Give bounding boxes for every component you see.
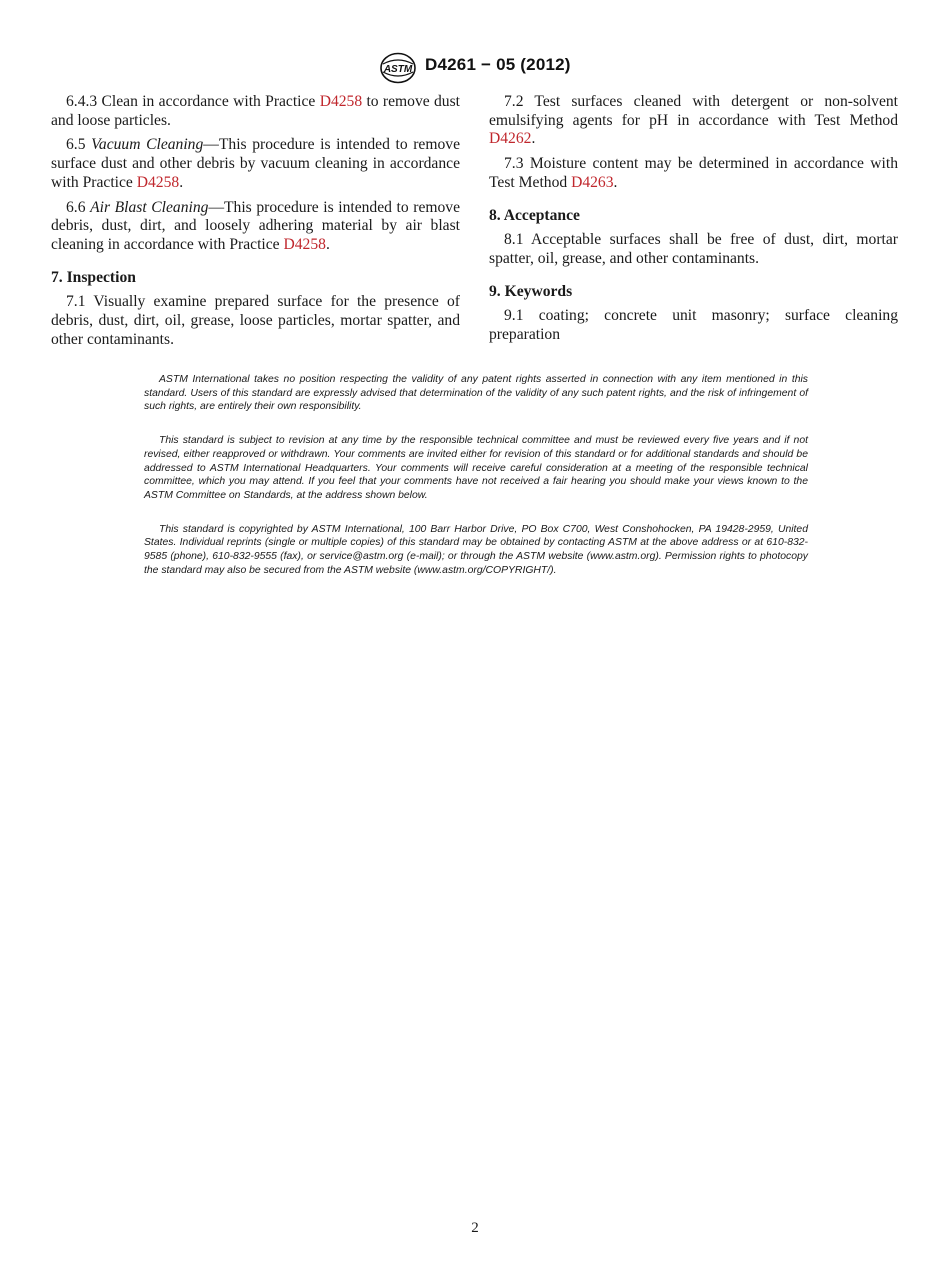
- paragraph-6-6: [51, 199, 460, 255]
- paragraph-text: 7.3 Moisture content may be determined in accordance with Test Method: [489, 155, 898, 191]
- paragraph-text: —This procedure is intended to remove debris, dust, dirt, and loosely adhering material by air blast cleaning in accordance with Practice: [51, 198, 461, 253]
- revision-notice: This standard is subject to revision at any time by the responsible technical committee and must be reviewed every five years and if not revised, either reapproved or withdrawn. Your comments are invited either for revision of this standard or for additional standards and should be addressed to ASTM International Headquarters. Your comments will receive careful consideration at a meeting of the responsible technical committee, which you may attend. If you feel that your comments have not received a fair hearing you should make your views known to the ASTM Committee on Standards, at the address shown below.: [144, 435, 808, 501]
- paragraph-number: 6.6: [66, 198, 91, 216]
- paragraph-text: 7.2 Test surfaces cleaned with detergent or non-solvent emulsifying agents for pH in accordance with Test Method: [489, 93, 898, 129]
- link-d4258[interactable]: D4258: [319, 93, 363, 110]
- link-d4258[interactable]: D4258: [136, 173, 180, 191]
- page-number: 2: [471, 1220, 479, 1236]
- paragraph-text: 6.4.3 Clean in accordance with Practice: [66, 93, 320, 110]
- paragraph-number: 6.5: [66, 136, 92, 154]
- svg-text:ASTM: ASTM: [383, 64, 413, 75]
- paragraph-text: .: [613, 173, 618, 191]
- paragraph-7-1: 7.1 Visually examine prepared surface for the presence of debris, dust, dirt, oil, grease, loose particles, mortar spatter, and other contaminants.: [51, 293, 460, 348]
- paragraph-title: Vacuum Cleaning: [91, 136, 204, 154]
- paragraph-7-2: [489, 93, 898, 149]
- paragraph-text: .: [325, 235, 330, 253]
- link-d4263[interactable]: D4263: [571, 173, 614, 191]
- section-heading-keywords: 9. Keywords: [489, 282, 573, 300]
- legal-notices: [144, 373, 808, 597]
- section-heading-acceptance: 8. Acceptance: [489, 206, 580, 224]
- paragraph-text: to remove dust and loose particles.: [51, 93, 460, 129]
- paragraph-9-1: 9.1 coating; concrete unit masonry; surface cleaning preparation: [489, 307, 898, 344]
- section-heading-inspection: 7. Inspection: [51, 268, 136, 286]
- paragraph-7-3: [489, 155, 898, 192]
- document-id: D4261 − 05 (2012): [425, 55, 571, 74]
- astm-logo-icon: [379, 52, 417, 84]
- paragraph-8-1: 8.1 Acceptable surfaces shall be free of dust, dirt, mortar spatter, oil, grease, and other contaminants.: [489, 231, 898, 267]
- patent-notice: ASTM International takes no position respecting the validity of any patent rights asserted in connection with any item mentioned in this standard. Users of this standard are expressly advised that determination of the validity of any such patent rights, and the risk of infringement of such rights, are entirely their own responsibility.: [144, 374, 808, 413]
- paragraph-6-5: [51, 136, 460, 192]
- paragraph-6-4-3: [51, 93, 460, 130]
- paragraph-text: .: [179, 173, 184, 191]
- link-d4258[interactable]: D4258: [283, 235, 326, 253]
- paragraph-title: Air Blast Cleaning: [90, 198, 209, 216]
- copyright-notice: This standard is copyrighted by ASTM International, 100 Barr Harbor Drive, PO Box C700, West Conshohocken, PA 19428-2959, United States. Individual reprints (single or multiple copies) of this standard may be obtained by contacting ASTM at the above address or at 610-832-9585 (phone), 610-832-9555 (fax), or service@astm.org (e-mail); or through the ASTM website (www.astm.org). Permission rights to photocopy the standard may also be secured from the ASTM website (www.astm.org/COPYRIGHT/).: [144, 523, 808, 576]
- page-header: [0, 50, 950, 86]
- paragraph-text: .: [531, 130, 536, 148]
- paragraph-text: —This procedure is intended to remove surface dust and other debris by vacuum cleaning in accordance with Practice: [51, 136, 460, 191]
- left-column: [51, 93, 460, 355]
- right-column: [489, 93, 898, 351]
- link-d4262[interactable]: D4262: [489, 130, 532, 148]
